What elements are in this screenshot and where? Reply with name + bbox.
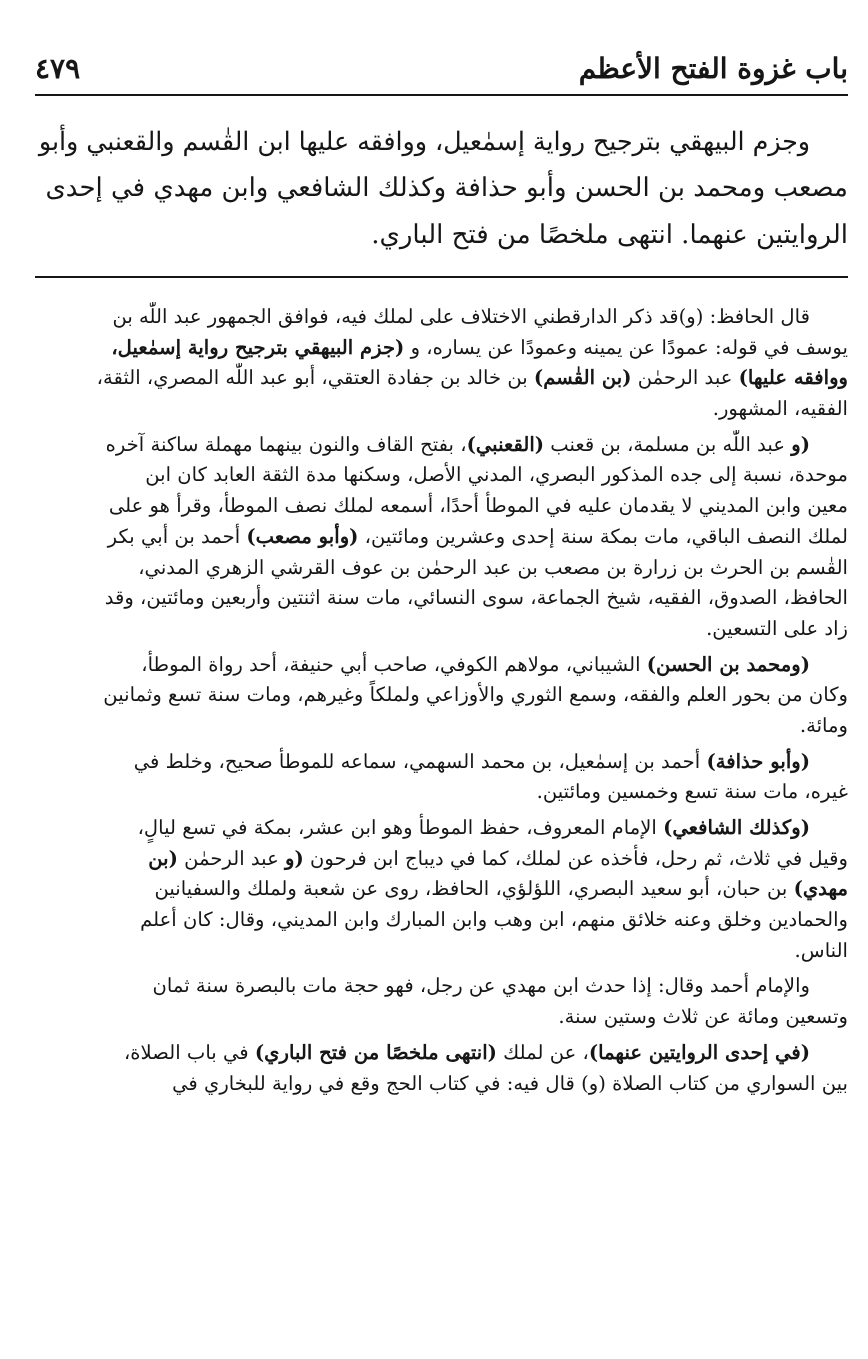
commentary-line: مهدي) بن حبان، أبو سعيد البصري، اللؤلؤي، الحافظ، روى عن شعبة ولملك والسفيانين	[154, 877, 848, 901]
commentary-paragraph	[35, 302, 848, 425]
bold-lemma: (و	[285, 846, 304, 870]
commentary-line: الفقيه، المشهور.	[712, 397, 848, 421]
bold-lemma: (في إحدى الروايتين عنهما)	[588, 1040, 810, 1064]
page-number: ٤٧٩	[35, 52, 81, 85]
commentary-line: يوسف في قوله: عمودًا عن يمينه وعمودًا عن يساره، و (جزم البيهقي بترجيح رواية إسمٰعيل،	[111, 335, 848, 359]
bold-lemma: (بن القٰسم)	[533, 366, 632, 390]
commentary-line: وقيل في ثلاث، ثم رحل، فأخذه عن لملك، كما في ديباج ابن فرحون (و عبد الرحمٰن (بن	[148, 846, 848, 870]
commentary-line: القٰسم بن الحرث بن زرارة بن مصعب بن عبد الرحمٰن بن عوف القرشي الزهري المدني،	[138, 555, 848, 579]
bold-lemma: (القعنبي)	[466, 432, 545, 456]
commentary-line: لملك النصف الباقي، مات بمكة سنة إحدى وعشرين ومائتين، (وأبو مصعب) أحمد بن أبي بكر	[107, 524, 848, 548]
bold-lemma: (بن	[148, 846, 178, 870]
bold-lemma: ووافقه عليها)	[738, 366, 848, 390]
commentary-line: بين السواري من كتاب الصلاة (و) قال فيه: في كتاب الحج وقع في رواية للبخاري في	[172, 1071, 848, 1095]
commentary-paragraph	[35, 971, 848, 1032]
commentary-line: (في إحدى الروايتين عنهما)، عن لملك (انتهى ملخصًا من فتح الباري) في باب الصلاة،	[123, 1040, 810, 1064]
commentary-line: ومائة.	[799, 713, 848, 737]
commentary-line: وكان من بحور العلم والفقه، وسمع الثوري والأوزاعي ولملكاً وغيرهم، ومات سنة تسع وثمانين	[103, 683, 848, 707]
bold-lemma: (وأبو حذافة)	[706, 749, 810, 773]
main-text	[35, 118, 848, 259]
commentary-line: وتسعين ومائة عن ثلاث وستين سنة.	[558, 1005, 848, 1029]
commentary-line: معين وابن المديني لا يقدمان عليه في الموطأ أحدًا، أسمعه لملك نصف الموطأ، وقرأ هو على	[108, 494, 848, 518]
commentary-line: (وأبو حذافة) أحمد بن إسمٰعيل، بن محمد السهمي، سماعه للموطأ صحيح، وخلط في	[133, 749, 810, 773]
commentary-line: غيره، مات سنة تسع وخمسين ومائتين.	[536, 780, 848, 804]
bold-lemma: (جزم البيهقي بترجيح رواية إسمٰعيل،	[111, 335, 405, 359]
commentary-line: موحدة، نسبة إلى جده المذكور البصري، المدني الأصل، وسكنها مدة الثقة العابد كان ابن	[145, 463, 848, 487]
chapter-title: باب غزوة الفتح الأعظم	[578, 52, 848, 85]
commentary-line: والحمادين وخلق وعنه خلائق منهم، ابن وهب وابن المبارك وابن المديني، وقال: كان أعلم	[140, 908, 848, 932]
commentary-line: (وكذلك الشافعي) الإمام المعروف، حفظ الموطأ وهو ابن عشر، بمكة في تسع ليالٍ،	[137, 816, 810, 839]
main-text-line: الروايتين عنهما. انتهى ملخصًا من فتح الباري.	[371, 220, 848, 250]
commentary	[35, 302, 848, 1104]
commentary-line: ووافقه عليها) عبد الرحمٰن (بن القٰسم) بن خالد بن جفادة العتقي، أبو عبد اللّٰه المصري، الثقة،	[96, 366, 848, 390]
running-header	[35, 50, 848, 88]
footnote-separator	[35, 276, 848, 278]
main-text-line: مصعب ومحمد بن الحسن وأبو حذافة وكذلك الشافعي وابن مهدي في إحدى	[45, 173, 848, 203]
main-text-line: وجزم البيهقي بترجيح رواية إسمٰعيل، ووافقه عليها ابن القٰسم والقعنبي وأبو	[38, 127, 810, 156]
bold-lemma: (انتهى ملخصًا من فتح الباري)	[254, 1040, 497, 1064]
commentary-line: زاد على التسعين.	[706, 616, 848, 640]
bold-lemma: مهدي)	[793, 877, 848, 901]
commentary-line: الحافظ، الصدوق، الفقيه، شيخ الجماعة، سوى النسائي، مات سنة اثنتين وأربعين ومائتين، وقد	[104, 586, 848, 610]
commentary-line: والإمام أحمد وقال: إذا حدث ابن مهدي عن رجل، فهو حجة مات بالبصرة سنة ثمان	[152, 974, 810, 998]
bold-lemma: (وأبو مصعب)	[246, 524, 359, 548]
commentary-line: (ومحمد بن الحسن) الشيباني، مولاهم الكوفي، صاحب أبي حنيفة، أحد رواة الموطأ،	[141, 652, 810, 676]
commentary-paragraph	[35, 650, 848, 742]
header-rule	[35, 94, 848, 96]
commentary-line: (و عبد اللّٰه بن مسلمة، بن قعنب (القعنبي)، بفتح القاف والنون بينهما مهملة ساكنة آخره	[105, 432, 810, 456]
commentary-paragraph	[35, 747, 848, 808]
commentary-line: الناس.	[794, 938, 848, 962]
commentary-paragraph	[35, 430, 848, 645]
bold-lemma: (ومحمد بن الحسن)	[646, 652, 810, 676]
commentary-line: قال الحافظ: (و)قد ذكر الدارقطني الاختلاف على لملك فيه، فوافق الجمهور عبد اللّٰه بن	[112, 305, 810, 328]
bold-lemma: (و	[791, 432, 810, 456]
commentary-paragraph	[35, 813, 848, 966]
bold-lemma: (وكذلك الشافعي)	[663, 816, 810, 839]
commentary-paragraph	[35, 1038, 848, 1099]
